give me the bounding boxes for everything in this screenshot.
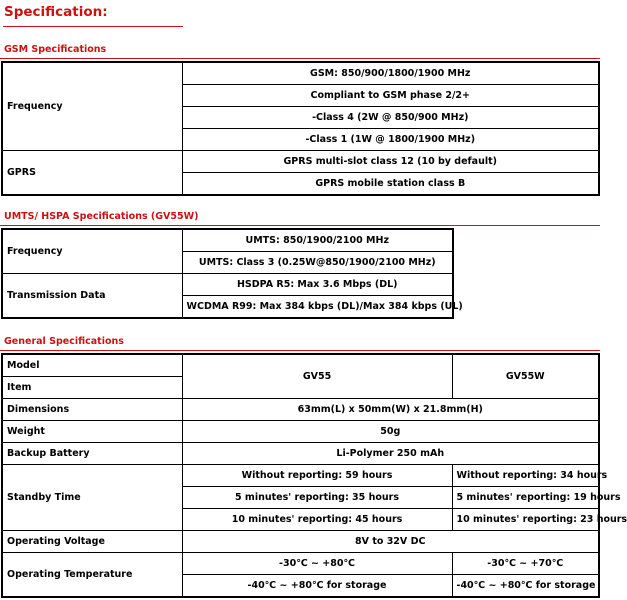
general-section-rule bbox=[0, 350, 600, 351]
backup-battery-value: Li-Polymer 250 mAh bbox=[182, 443, 599, 465]
page-title: Specification: bbox=[4, 4, 108, 20]
temperature-gv55w-value: -40℃ ~ +80℃ for storage bbox=[452, 575, 599, 598]
transmission-data-value: WCDMA R99: Max 384 kbps (DL)/Max 384 kbps (UL) bbox=[182, 296, 453, 319]
gsm-frequency-value: -Class 1 (1W @ 1800/1900 MHz) bbox=[182, 129, 599, 151]
temperature-gv55-value: -40℃ ~ +80℃ for storage bbox=[182, 575, 452, 598]
weight-value: 50g bbox=[182, 421, 599, 443]
gsm-frequency-value: GSM: 850/900/1800/1900 MHz bbox=[182, 62, 599, 85]
standby-time-label: Standby Time bbox=[2, 465, 182, 531]
gprs-value: GPRS mobile station class B bbox=[182, 173, 599, 196]
operating-voltage-value: 8V to 32V DC bbox=[182, 531, 599, 553]
item-label: Item bbox=[2, 377, 182, 399]
gprs-label: GPRS bbox=[2, 151, 182, 196]
temperature-gv55w-value: -30℃ ~ +70℃ bbox=[452, 553, 599, 575]
dimensions-value: 63mm(L) x 50mm(W) x 21.8mm(H) bbox=[182, 399, 599, 421]
umts-frequency-value: UMTS: Class 3 (0.25W@850/1900/2100 MHz) bbox=[182, 252, 453, 274]
model-gv55: GV55 bbox=[182, 354, 452, 399]
general-section-title: General Specifications bbox=[4, 336, 124, 347]
gsm-section-title: GSM Specifications bbox=[4, 44, 107, 55]
weight-label: Weight bbox=[2, 421, 182, 443]
standby-gv55-value: 10 minutes' reporting: 45 hours bbox=[182, 509, 452, 531]
transmission-data-label: Transmission Data bbox=[2, 274, 182, 319]
gsm-frequency-value: Compliant to GSM phase 2/2+ bbox=[182, 85, 599, 107]
standby-gv55w-value: Without reporting: 34 hours bbox=[452, 465, 599, 487]
gsm-section-rule bbox=[0, 58, 600, 59]
model-gv55w: GV55W bbox=[452, 354, 599, 399]
gsm-table bbox=[1, 61, 600, 196]
gsm-frequency-value: -Class 4 (2W @ 850/900 MHz) bbox=[182, 107, 599, 129]
umts-section-title: UMTS/ HSPA Specifications (GV55W) bbox=[4, 211, 199, 222]
operating-temperature-label: Operating Temperature bbox=[2, 553, 182, 598]
gprs-value: GPRS multi-slot class 12 (10 by default) bbox=[182, 151, 599, 173]
dimensions-label: Dimensions bbox=[2, 399, 182, 421]
transmission-data-value: HSDPA R5: Max 3.6 Mbps (DL) bbox=[182, 274, 453, 296]
umts-frequency-label: Frequency bbox=[2, 229, 182, 274]
standby-gv55-value: Without reporting: 59 hours bbox=[182, 465, 452, 487]
umts-frequency-value: UMTS: 850/1900/2100 MHz bbox=[182, 229, 453, 252]
general-table bbox=[1, 353, 627, 598]
model-label: Model bbox=[2, 354, 182, 377]
standby-gv55-value: 5 minutes' reporting: 35 hours bbox=[182, 487, 452, 509]
temperature-gv55-value: -30℃ ~ +80℃ bbox=[182, 553, 452, 575]
operating-voltage-label: Operating Voltage bbox=[2, 531, 182, 553]
standby-gv55w-value: 5 minutes' reporting: 19 hours bbox=[452, 487, 599, 509]
gsm-frequency-label: Frequency bbox=[2, 62, 182, 151]
umts-section-rule bbox=[0, 225, 600, 226]
backup-battery-label: Backup Battery bbox=[2, 443, 182, 465]
standby-gv55w-value: 10 minutes' reporting: 23 hours bbox=[452, 509, 599, 531]
title-underline bbox=[3, 26, 183, 27]
umts-table bbox=[1, 228, 463, 319]
